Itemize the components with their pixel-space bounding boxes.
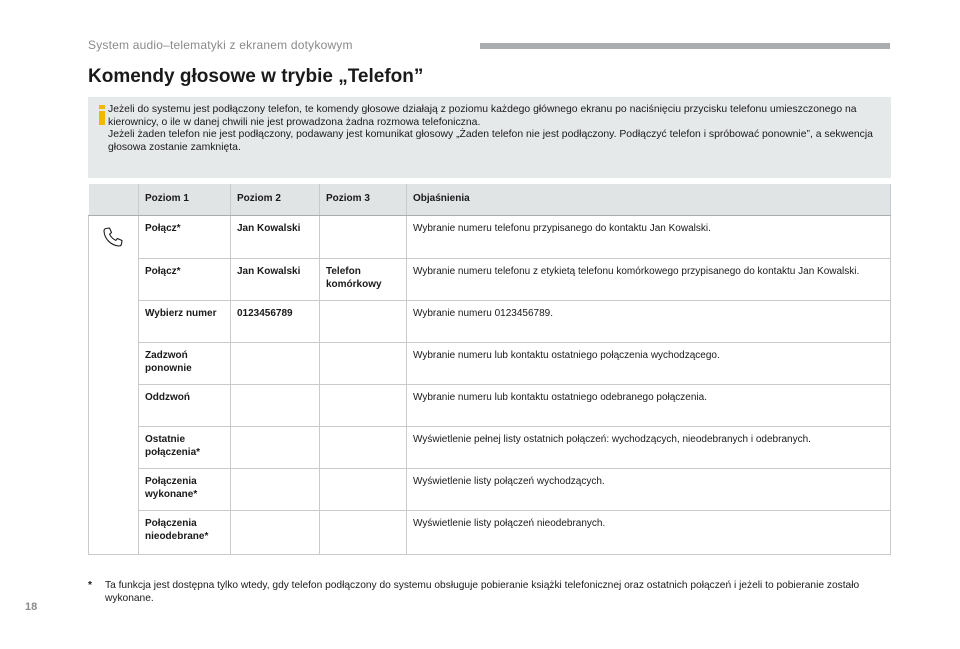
cell-explanation: Wyświetlenie listy połączeń nieodebranych. — [407, 511, 891, 555]
cell-explanation: Wyświetlenie pełnej listy ostatnich połączeń: wychodzących, nieodebranych i odebranych. — [407, 427, 891, 469]
table-row — [89, 385, 891, 427]
page-title: Komendy głosowe w trybie „Telefon” — [88, 66, 424, 87]
cell-level-1: Ostatnie połączenia* — [139, 427, 231, 469]
header-level-1: Poziom 1 — [139, 184, 231, 216]
cell-explanation: Wybranie numeru lub kontaktu ostatniego odebranego połączenia. — [407, 385, 891, 427]
cell-level-2: Jan Kowalski — [231, 259, 320, 301]
cell-level-2: 0123456789 — [231, 301, 320, 343]
info-text — [108, 104, 883, 154]
cell-level-3 — [320, 385, 407, 427]
cell-level-2 — [231, 511, 320, 555]
header-divider-bar — [480, 43, 890, 49]
cell-level-3: Telefon komórkowy — [320, 259, 407, 301]
cell-level-3 — [320, 511, 407, 555]
header-level-3: Poziom 3 — [320, 184, 407, 216]
footnote-text: Ta funkcja jest dostępna tylko wtedy, gdy telefon podłączony do systemu obsługuje pobieranie książki telefonicznej oraz ostatnich połączeń i jeżeli to pobieranie zostało wykonane. — [105, 580, 860, 604]
cell-level-2 — [231, 385, 320, 427]
cell-level-3 — [320, 427, 407, 469]
footnote-mark: * — [88, 580, 92, 591]
phone-icon — [102, 226, 124, 248]
cell-level-1: Połączenia nieodebrane* — [139, 511, 231, 555]
table-row — [89, 343, 891, 385]
info-paragraph-2: Jeżeli żaden telefon nie jest podłączony, podawany jest komunikat głosowy „Żaden telefon nie jest podłączony. Podłączyć telefon i spróbować ponownie”, a sekwencja głosowa zostanie zamknięta. — [108, 129, 873, 153]
section-header: System audio–telematyki z ekranem dotykowym — [88, 38, 353, 52]
cell-explanation: Wyświetlenie listy połączeń wychodzących. — [407, 469, 891, 511]
cell-level-1: Oddzwoń — [139, 385, 231, 427]
header-icon-column — [89, 184, 139, 216]
info-box — [88, 97, 891, 178]
cell-level-2 — [231, 343, 320, 385]
cell-level-1: Połącz* — [139, 216, 231, 259]
table-row — [89, 511, 891, 555]
header-explanation: Objaśnienia — [407, 184, 891, 216]
cell-explanation: Wybranie numeru telefonu przypisanego do kontaktu Jan Kowalski. — [407, 216, 891, 259]
header-level-2: Poziom 2 — [231, 184, 320, 216]
table-row — [89, 216, 891, 259]
cell-explanation: Wybranie numeru 0123456789. — [407, 301, 891, 343]
table-row — [89, 469, 891, 511]
voice-commands-table — [88, 184, 891, 555]
cell-level-1: Połącz* — [139, 259, 231, 301]
cell-level-2 — [231, 427, 320, 469]
cell-level-2 — [231, 469, 320, 511]
page-number: 18 — [25, 601, 38, 613]
footnote — [88, 580, 888, 605]
cell-level-3 — [320, 301, 407, 343]
table-header-row — [89, 184, 891, 216]
info-icon — [95, 105, 109, 123]
cell-level-3 — [320, 469, 407, 511]
cell-level-2: Jan Kowalski — [231, 216, 320, 259]
cell-level-1: Zadzwoń ponownie — [139, 343, 231, 385]
cell-level-1: Wybierz numer — [139, 301, 231, 343]
cell-level-3 — [320, 216, 407, 259]
table-row — [89, 259, 891, 301]
phone-icon-cell — [89, 216, 139, 555]
info-paragraph-1: Jeżeli do systemu jest podłączony telefon, te komendy głosowe działają z poziomu każdego głównego ekranu po naciśnięciu przycisku telefonu umieszczonego na kierownicy, o ile w danej chwili nie jest prowadzona żadna rozmowa telefoniczna. — [108, 104, 857, 128]
cell-level-3 — [320, 343, 407, 385]
cell-level-1: Połączenia wykonane* — [139, 469, 231, 511]
table-row — [89, 427, 891, 469]
cell-explanation: Wybranie numeru lub kontaktu ostatniego połączenia wychodzącego. — [407, 343, 891, 385]
cell-explanation: Wybranie numeru telefonu z etykietą telefonu komórkowego przypisanego do kontaktu Jan Kowalski. — [407, 259, 891, 301]
table-row — [89, 301, 891, 343]
